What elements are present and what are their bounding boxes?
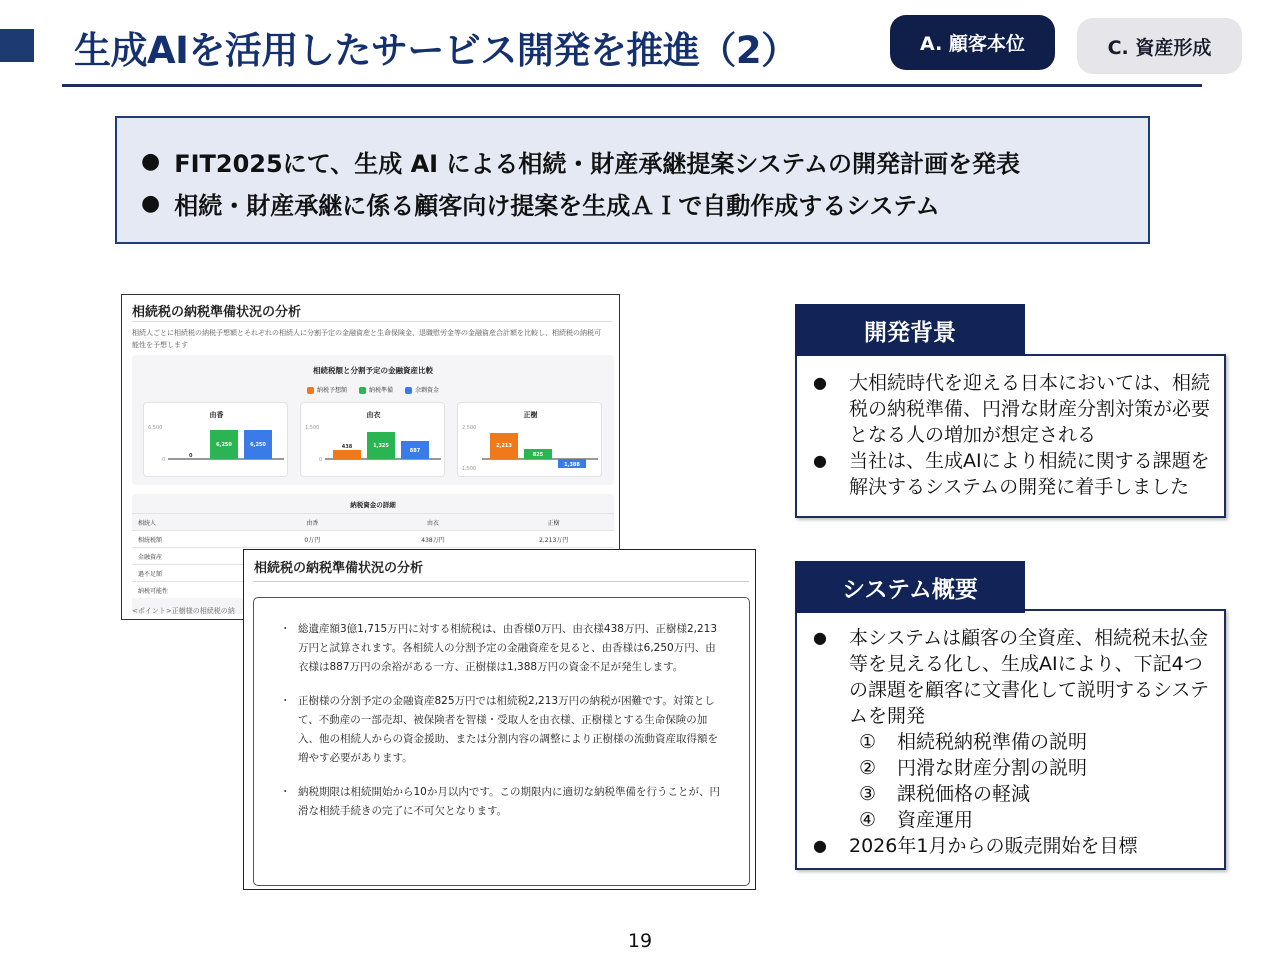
bar-label-surplus: 6,250 bbox=[250, 442, 266, 448]
summary-text: FIT2025にて、生成 AI による相続・財産承継提案システムの開発計画を発表 bbox=[174, 149, 1021, 178]
overview-heading: システム概要 bbox=[795, 561, 1025, 613]
overview-subitem bbox=[809, 755, 1214, 781]
panel-chart bbox=[144, 403, 289, 478]
panel-name: 由香 bbox=[209, 411, 224, 419]
subitem-number: ③ bbox=[859, 783, 877, 805]
subitem-text: 相続税納税準備の説明 bbox=[897, 731, 1088, 753]
bullet-icon: ● bbox=[141, 148, 161, 174]
tag-asset-building: C. 資産形成 bbox=[1077, 18, 1242, 74]
analysis-item bbox=[280, 783, 723, 821]
overview-text: 2026年1月からの販売開始を目標 bbox=[849, 835, 1138, 857]
overview-subitem bbox=[809, 781, 1214, 807]
background-item bbox=[809, 370, 1214, 448]
bar-tax bbox=[333, 450, 361, 459]
screenshot-tax-text bbox=[243, 549, 756, 890]
axis-zero-label: 0 bbox=[162, 457, 166, 463]
subitem-number: ① bbox=[859, 731, 877, 753]
subitem-text: 課税価格の軽減 bbox=[897, 783, 1031, 805]
table-cell: 2,213万円 bbox=[539, 536, 569, 544]
table-cell: 0万円 bbox=[304, 536, 321, 544]
table-header-cell: 正樹 bbox=[547, 519, 560, 527]
overview-subitem bbox=[809, 729, 1214, 755]
background-item bbox=[809, 448, 1214, 500]
axis-max-label: 2,500 bbox=[462, 425, 477, 431]
bar-label-surplus: 1,388 bbox=[564, 462, 580, 468]
overview-subitem bbox=[809, 807, 1214, 833]
background-panel bbox=[795, 354, 1226, 518]
panel-chart bbox=[458, 403, 603, 478]
bullet-icon: ● bbox=[141, 190, 161, 216]
panel-name: 正樹 bbox=[523, 411, 538, 419]
summary-text: 相続・財産承継に係る顧客向け提案を生成ＡＩで自動作成するシステム bbox=[174, 191, 940, 220]
subitem-text: 円滑な財産分割の説明 bbox=[897, 757, 1088, 779]
bar-label-tax: 0 bbox=[189, 453, 193, 459]
axis-max-label: 6,500 bbox=[148, 425, 163, 431]
analysis-text: 正樹様の分割予定の金融資産825万円では相続税2,213万円の納税が困難です。対策として、不動産の一部売却、被保険者を智様・受取人を由衣様、正樹様とする生命保険の加入、他の相続人からの資金援助、または分割内容の調整により正樹様の流動資産取得額を増やす必要があります。 bbox=[298, 695, 718, 764]
bullet-icon: ・ bbox=[280, 786, 291, 798]
chart-legend bbox=[132, 385, 614, 394]
legend-item: 納税予想額 bbox=[307, 385, 347, 394]
title-divider bbox=[62, 84, 1202, 87]
table-title: 納税資金の詳細 bbox=[350, 501, 396, 509]
subitem-number: ④ bbox=[859, 809, 877, 831]
divider bbox=[253, 581, 749, 582]
table-row bbox=[132, 530, 614, 547]
axis-max-label: 1,500 bbox=[305, 425, 320, 431]
overview-text: 本システムは顧客の全資産、相続税未払金等を見える化し、生成AIにより、下記4つの課題を顧客に文書化して説明するシステムを開発 bbox=[849, 627, 1210, 727]
page-title: 生成AIを活用したサービス開発を推進（2） bbox=[74, 29, 798, 72]
divider bbox=[132, 321, 612, 322]
background-heading: 開発背景 bbox=[795, 304, 1025, 356]
bullet-icon: ● bbox=[813, 836, 827, 855]
table-header-cell: 相続人 bbox=[138, 519, 157, 527]
overview-item bbox=[809, 625, 1214, 729]
subitem-text: 資産運用 bbox=[897, 809, 974, 831]
legend-item: 納税準備 bbox=[359, 385, 393, 394]
overview-item bbox=[809, 833, 1214, 859]
table-cell: 金融資産 bbox=[138, 553, 163, 561]
analysis-item bbox=[280, 692, 723, 768]
bar-label-prep: 6,250 bbox=[216, 442, 232, 448]
bullet-icon: ・ bbox=[280, 623, 291, 635]
bar-label-tax: 2,213 bbox=[496, 443, 512, 449]
screenshot-description: 相続人ごとに相続税の納税予想額とそれぞれの相続人に分割予定の金融資産と生命保険金、退職慰労金等の金融資産合計額を比較し、相続税の納税可能性を予想します bbox=[132, 329, 601, 349]
panel-chart bbox=[301, 403, 446, 478]
bullet-icon: ・ bbox=[280, 695, 291, 707]
subitem-number: ② bbox=[859, 757, 877, 779]
panel-name: 由衣 bbox=[366, 411, 381, 419]
table-cell: 相続税額 bbox=[138, 536, 163, 544]
bar-label-prep: 1,325 bbox=[373, 443, 389, 449]
analysis-text: 納税期限は相続開始から10か月以内です。この期限内に適切な納税準備を行うことが、円滑な相続手続きの完了に不可欠となります。 bbox=[298, 786, 721, 817]
screenshot-title: 相続税の納税準備状況の分析 bbox=[254, 561, 424, 576]
summary-item bbox=[141, 140, 1124, 182]
table-header-cell: 由香 bbox=[306, 519, 319, 527]
bar-label-tax: 438 bbox=[341, 444, 353, 450]
bullet-icon: ● bbox=[813, 451, 827, 470]
screenshot-title: 相続税の納税準備状況の分析 bbox=[132, 305, 302, 320]
chart-area bbox=[132, 355, 614, 485]
analysis-text-box bbox=[253, 597, 750, 886]
bar-label-surplus: 887 bbox=[409, 448, 421, 454]
background-text: 大相続時代を迎える日本においては、相続税の納税準備、円滑な財産分割対策が必要となる人の増加が想定される bbox=[849, 372, 1211, 446]
footnote: <ポイント>正樹様の相続税の納 bbox=[132, 607, 235, 615]
overview-panel bbox=[795, 609, 1226, 870]
table-cell: 438万円 bbox=[421, 536, 445, 544]
chart-title: 相続税額と分割予定の金融資産比較 bbox=[313, 366, 433, 375]
analysis-item bbox=[280, 620, 723, 677]
title-marker bbox=[0, 29, 34, 62]
table-cell: 納税可能性 bbox=[138, 587, 169, 595]
axis-zero-label: 0 bbox=[319, 457, 323, 463]
bullet-icon: ● bbox=[813, 373, 827, 392]
table-cell: 過不足額 bbox=[138, 570, 163, 578]
table-header-cell: 由衣 bbox=[427, 519, 440, 527]
bar-label-prep: 825 bbox=[532, 452, 544, 458]
background-text: 当社は、生成AIにより相続に関する課題を解決するシステムの開発に着手しました bbox=[849, 450, 1210, 498]
summary-item bbox=[141, 182, 1124, 224]
chart-panel-masaki bbox=[457, 402, 602, 477]
table-header-row bbox=[132, 513, 614, 530]
bullet-icon: ● bbox=[813, 628, 827, 647]
analysis-text: 総遺産額3億1,715万円に対する相続税は、由香様0万円、由衣様438万円、正樹様2,213万円と試算されます。各相続人の分割予定の金融資産を見ると、由香様は6,250万円、由衣様は887万円の余裕がある一方、正樹様は1,388万円の資金不足が発生します。 bbox=[298, 623, 718, 673]
chart-panel-yuka bbox=[143, 402, 288, 477]
legend-item: 余剰資金 bbox=[405, 385, 439, 394]
page-number: 19 bbox=[627, 930, 653, 952]
axis-min-label: -1,500 bbox=[460, 466, 477, 472]
tag-customer-first: A. 顧客本位 bbox=[890, 15, 1055, 70]
chart-panel-yui bbox=[300, 402, 445, 477]
summary-box bbox=[115, 116, 1150, 244]
